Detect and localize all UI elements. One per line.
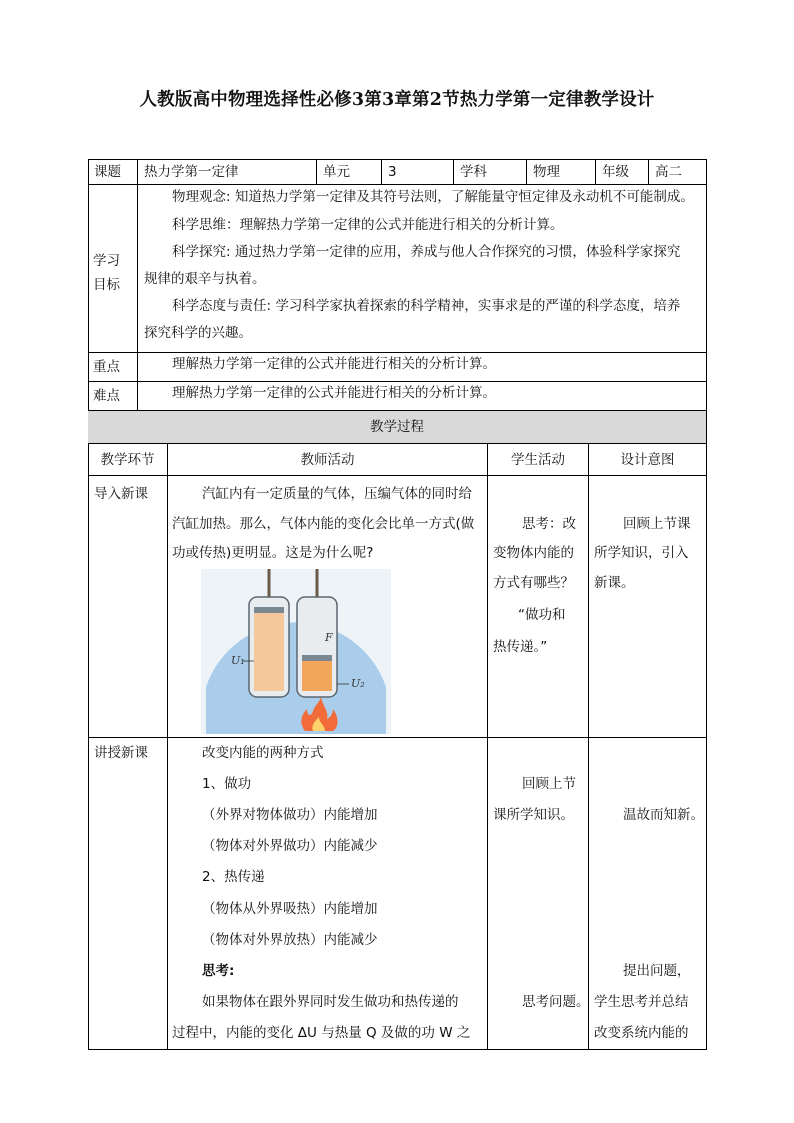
lecture-stage: 讲授新课 xyxy=(94,745,148,761)
goal-line-6: 探究科学的兴趣。 xyxy=(144,325,252,341)
intro-stage-cell xyxy=(88,476,168,738)
col-stage-cell xyxy=(88,444,168,476)
col-design: 设计意图 xyxy=(620,451,675,468)
key-content-cell xyxy=(138,353,707,382)
subject-value-cell xyxy=(527,159,596,185)
key-label: 重点 xyxy=(93,359,120,375)
col-teacher-cell xyxy=(168,444,488,476)
goals-content-cell xyxy=(138,185,707,353)
lecture-teacher-cell xyxy=(168,738,488,1050)
key-text: 理解热力学第一定律的公式并能进行相关的分析计算。 xyxy=(172,356,496,372)
process-header: 教学过程 xyxy=(370,419,424,435)
label-u2: U₂ xyxy=(351,677,365,690)
intro-teacher-line-3: 功或传热)更明显。这是为什么呢? xyxy=(172,545,374,561)
intro-student-line-5: 热传递。” xyxy=(493,639,548,655)
col-student: 学生活动 xyxy=(511,451,565,468)
goal-line-4: 规律的艰辛与执着。 xyxy=(144,271,266,287)
right-piston xyxy=(302,655,332,661)
subject-label-cell xyxy=(454,159,527,185)
col-design-cell xyxy=(589,444,707,476)
lecture-design-line-3: 学生思考并总结 xyxy=(594,994,689,1010)
topic-value-cell xyxy=(138,159,317,185)
lecture-teacher-line-7: （物体对外界放热）内能减少 xyxy=(202,932,378,948)
goal-line-2: 科学思维：理解热力学第一定律的公式并能进行相关的分析计算。 xyxy=(172,217,564,233)
col-teacher: 教师活动 xyxy=(300,451,355,468)
unit-value: 3 xyxy=(388,163,397,180)
lecture-teacher-line-5: 2、热传递 xyxy=(202,869,265,885)
intro-student-line-1: 思考：改 xyxy=(522,516,576,532)
lecture-design-line-2: 提出问题， xyxy=(623,963,691,979)
grade-value: 高二 xyxy=(655,163,682,180)
col-student-cell xyxy=(488,444,589,476)
cylinder-figure xyxy=(201,569,391,734)
intro-student-line-3: 方式有哪些？ xyxy=(493,575,574,591)
topic-value: 热力学第一定律 xyxy=(144,163,239,180)
difficulty-label: 难点 xyxy=(93,388,120,404)
document-title: 人教版高中物理选择性必修3第3章第2节热力学第一定律教学设计 xyxy=(139,90,655,110)
difficulty-content-cell xyxy=(138,382,707,411)
lecture-design-line-1: 温故而知新。 xyxy=(623,807,704,823)
grade-label-cell xyxy=(596,159,649,185)
unit-label: 单元 xyxy=(323,163,350,180)
lecture-student-cell xyxy=(488,738,589,1050)
topic-label: 课题 xyxy=(94,163,121,180)
difficulty-text: 理解热力学第一定律的公式并能进行相关的分析计算。 xyxy=(172,385,496,401)
intro-student-line-4: “做功和 xyxy=(518,607,566,623)
lecture-student-line-3: 思考问题。 xyxy=(522,994,590,1010)
topic-label-cell xyxy=(88,159,138,185)
goals-label-cell xyxy=(88,185,138,353)
subject-label: 学科 xyxy=(460,163,487,180)
lecture-teacher-line-2: 1、做功 xyxy=(202,776,252,792)
right-gas xyxy=(302,661,332,691)
goal-line-5: 科学态度与责任: 学习科学家执着探索的科学精神，实事求是的严谨的科学态度，培养 xyxy=(172,298,681,314)
intro-design-line-1: 回顾上节课 xyxy=(623,516,691,532)
intro-design-line-3: 新课。 xyxy=(594,575,635,591)
difficulty-label-cell xyxy=(88,382,138,411)
grade-value-cell xyxy=(649,159,707,185)
lecture-teacher-line-4: （物体对外界做功）内能减少 xyxy=(202,838,378,854)
intro-design-cell xyxy=(589,476,707,738)
left-piston xyxy=(254,607,284,613)
intro-teacher-cell xyxy=(168,476,488,738)
col-stage: 教学环节 xyxy=(100,451,155,468)
goal-line-3: 科学探究: 通过热力学第一定律的应用，养成与他人合作探究的习惯，体验科学家探究 xyxy=(172,244,681,260)
lecture-student-line-2: 课所学知识。 xyxy=(493,807,574,823)
unit-value-cell xyxy=(382,159,454,185)
lecture-design-line-4: 改变系统内能的 xyxy=(594,1025,689,1041)
process-header-cell xyxy=(88,411,707,444)
subject-value: 物理 xyxy=(533,163,560,180)
goals-label-line2: 目标 xyxy=(93,277,120,293)
intro-student-line-2: 变物体内能的 xyxy=(493,545,574,561)
lecture-teacher-line-9: 如果物体在跟外界同时发生做功和热传递的 xyxy=(202,994,459,1010)
lecture-student-line-1: 回顾上节 xyxy=(522,776,576,792)
intro-stage: 导入新课 xyxy=(94,486,148,502)
intro-student-cell xyxy=(488,476,589,738)
goal-line-1: 物理观念: 知道热力学第一定律及其符号法则，了解能量守恒定律及永动机不可能制成。 xyxy=(172,189,694,205)
intro-design-line-2: 所学知识，引入 xyxy=(594,545,689,561)
intro-teacher-line-1: 汽缸内有一定质量的气体，压编气体的同时给 xyxy=(202,486,472,502)
label-f: F xyxy=(325,631,333,644)
left-gas xyxy=(254,613,284,691)
grade-label: 年级 xyxy=(602,163,629,180)
unit-label-cell xyxy=(317,159,382,185)
lecture-think-heading: 思考: xyxy=(202,963,235,979)
lecture-teacher-line-10: 过程中，内能的变化 ΔU 与热量 Q 及做的功 W 之 xyxy=(172,1025,471,1041)
intro-teacher-line-2: 汽缸加热。那么，气体内能的变化会比单一方式(做 xyxy=(172,516,475,532)
key-label-cell xyxy=(88,353,138,382)
lecture-teacher-line-6: （物体从外界吸热）内能增加 xyxy=(202,901,378,917)
lecture-design-cell xyxy=(589,738,707,1050)
goals-label-line1: 学习 xyxy=(93,253,120,269)
lecture-teacher-line-3: （外界对物体做功）内能增加 xyxy=(202,807,378,823)
lecture-stage-cell xyxy=(88,738,168,1050)
lecture-teacher-line-1: 改变内能的两种方式 xyxy=(202,745,324,761)
label-u1: U₁ xyxy=(231,654,245,667)
